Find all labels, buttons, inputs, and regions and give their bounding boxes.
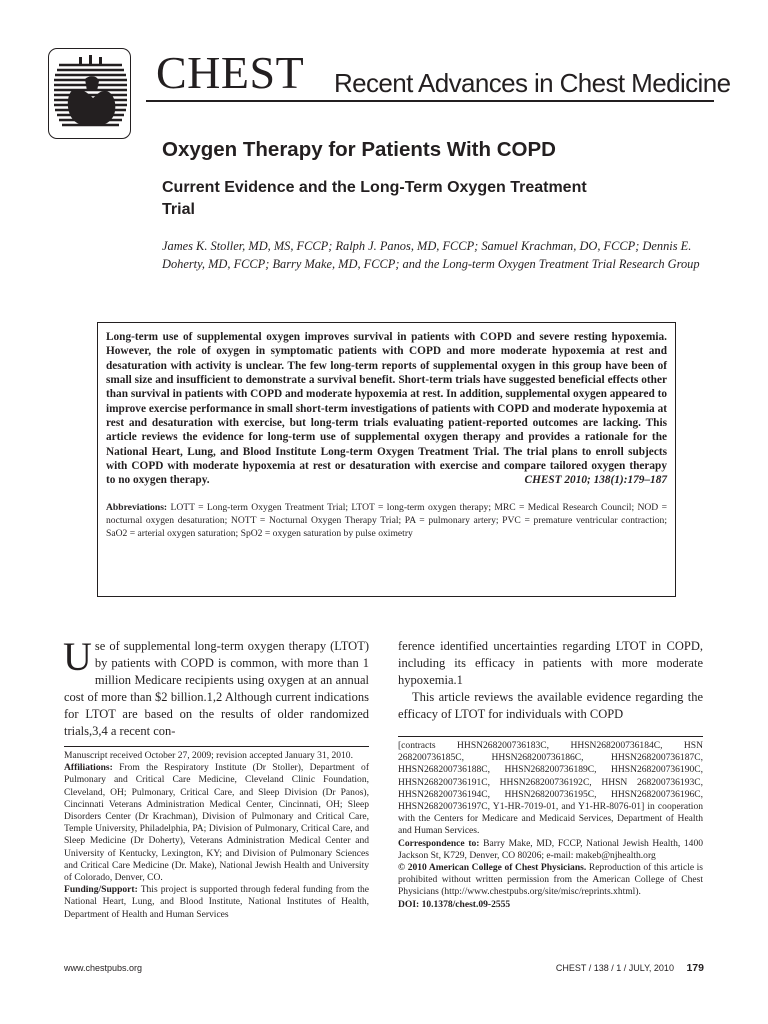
page-footer — [64, 962, 704, 974]
abbreviations — [106, 501, 667, 541]
affiliations-label: Affiliations: — [64, 762, 113, 774]
footnote-rule-right — [398, 736, 703, 737]
funding-support — [64, 884, 369, 921]
doi: DOI: 10.1378/chest.09-2555 — [398, 898, 511, 910]
review-paragraph: This article reviews the available evidence regarding the efficacy of LTOT for individuals with COPD — [398, 690, 703, 721]
citation: CHEST 2010; 138(1):179–187 — [524, 474, 667, 487]
article-subtitle: Current Evidence and the Long-Term Oxygen Treatment Trial — [162, 179, 587, 218]
correspondence-text: Barry Make, MD, FCCP, National Jewish Health, 1400 Jackson St, K729, Denver, CO 80206; e-mail: makeb@njhealth.org — [398, 837, 704, 861]
abbreviations-label: Abbreviations: — [106, 501, 168, 513]
abstract-box — [97, 322, 676, 597]
correspondence-label: Correspondence to: — [398, 837, 480, 849]
header-rule — [146, 100, 714, 102]
chest-logo — [48, 48, 131, 139]
footnotes-left — [64, 750, 369, 921]
article-title: Oxygen Therapy for Patients With COPD — [162, 138, 556, 161]
affiliations-text: From the Respiratory Institute (Dr Stoller), Department of Pulmonary and Critical Care Medicine, Cleveland Clinic Foundation, Cleveland, OH; Pulmonary, Critical Care, and Sleep Division (Dr Panos), Cincinnati Veterans Administration Medical Center, Cincinnati, OH; Sleep Disorders Center (Dr Krachman), Division of Pulmonary and Critical Care, Temple University, Philadelphia, PA; Division of Pulmonary, Critical Care, and Sleep Medicine (Dr Doherty), Veterans Administration Medical Center and University of Kentucky, Lexington, KY; and Division of Pulmonary Sciences and Critical Care Medicine (Dr. Make), National Jewish Health and University of Colorado, Denver, CO. — [64, 762, 369, 884]
abbreviations-text: LOTT = Long-term Oxygen Treatment Trial; LTOT = long-term oxygen therapy; MRC = Medical Research Council; NOD = nocturnal oxygen desaturation; NOTT = Nocturnal Oxygen Therapy Trial; PA = pulmonary artery; PVC = premature ventricular contraction; SaO2 = arterial oxygen saturation; SpO2 = oxygen saturation by pulse oximetry — [106, 501, 667, 540]
abstract-end-text: to no oxygen therapy. — [106, 474, 210, 487]
body-column-right — [398, 638, 703, 723]
correspondence — [398, 838, 703, 862]
abstract-text: Long-term use of supplemental oxygen improves survival in patients with COPD and severe resting hypoxemia. However, the role of oxygen in symptomatic patients with COPD and more moderate hypoxemia at rest and desaturation with activity is unclear. The few long-term reports of supplemental oxygen in this group have been of small size and insufficient to demonstrate a survival benefit. Short-term trials have suggested beneficial effects other than survival in patients with COPD and moderate hypoxemia at rest. In addition, supplemental oxygen appeared to improve exercise performance in small short-term investigations of patients with COPD and moderate hypoxemia at rest and desaturation with exercise, but long-term trials evaluating patient-reported outcomes are lacking. This article reviews the evidence for long-term use of supplemental oxygen therapy and provides a rationale for the National Heart, Lung, and Blood Institute Long-term Oxygen Treatment Trial. The trial plans to enroll subjects with COPD with moderate hypoxemia at rest or desaturation with exercise and compare tailored oxygen therapy — [106, 331, 667, 473]
affiliations — [64, 762, 369, 884]
footnote-rule-left — [64, 746, 369, 747]
manuscript-received: Manuscript received October 27, 2009; revision accepted January 31, 2010. — [64, 750, 353, 761]
chest-logo-icon — [49, 49, 131, 139]
copyright-text: Reproduction of this article is prohibited without written permission from the American College of Chest Physicians (http://www.chestpubs.org/site/misc/reprints.xhtml). — [398, 862, 704, 898]
copyright-label: © 2010 American College of Chest Physicians. — [398, 862, 587, 874]
section-name: Recent Advances in Chest Medicine — [334, 68, 731, 98]
journal-website: www.chestpubs.org — [64, 963, 143, 973]
drop-cap: U — [63, 634, 92, 679]
intro-paragraph: se of supplemental long-term oxygen therapy (LTOT) by patients with COPD is common, with more than 1 million Medicare recipients using oxygen at an annual cost of more than $2 billion.1,2 Although current indications for LTOT are based on the results of older randomized trials,3,4 a recent con- — [64, 639, 369, 738]
page-number: 179 — [686, 962, 704, 974]
funding-label: Funding/Support: — [64, 884, 138, 896]
abstract-last-line — [106, 473, 667, 487]
issue-info-wrap — [556, 962, 704, 974]
body-column-left — [63, 634, 369, 740]
copyright — [398, 862, 703, 899]
author-list: James K. Stoller, MD, MS, FCCP; Ralph J. Panos, MD, FCCP; Samuel Krachman, DO, FCCP; Dennis E. Doherty, MD, FCCP; Barry Make, MD, FCCP; and the Long-term Oxygen Treatment Trial Research Group — [162, 239, 700, 271]
footnotes-right — [398, 740, 703, 911]
issue-info: CHEST / 138 / 1 / JULY, 2010 — [555, 963, 674, 973]
intro-paragraph-continued: ference identified uncertainties regarding LTOT in COPD, including its efficacy in patients with more moderate hypoxemia.1 — [398, 639, 703, 687]
contracts-text: [contracts HHSN268200736183C, HHSN268200736184C, HSN 268200736185C, HHSN268200736186C, HHSN268200736187C, HHSN268200736188C, HHSN268200736189C, HHSN268200736190C, HHSN268200736191C, HHSN268200736192C, HHSN 268200736193C, HHSN268200736194C, HHSN268200736195C, HHSN268200736196C, HHSN268200736197C, Y1-HR-7019-01, and Y1-HR-8076-01] in cooperation with the Centers for Medicare and Medicaid Services, Department of Health and Human Services. — [398, 740, 703, 837]
journal-name: CHEST — [156, 47, 305, 98]
funding-text: This project is supported through federal funding from the National Heart, Lung, and Blood Institute, National Institutes of Health, Department of Health and Human Services — [64, 884, 369, 920]
